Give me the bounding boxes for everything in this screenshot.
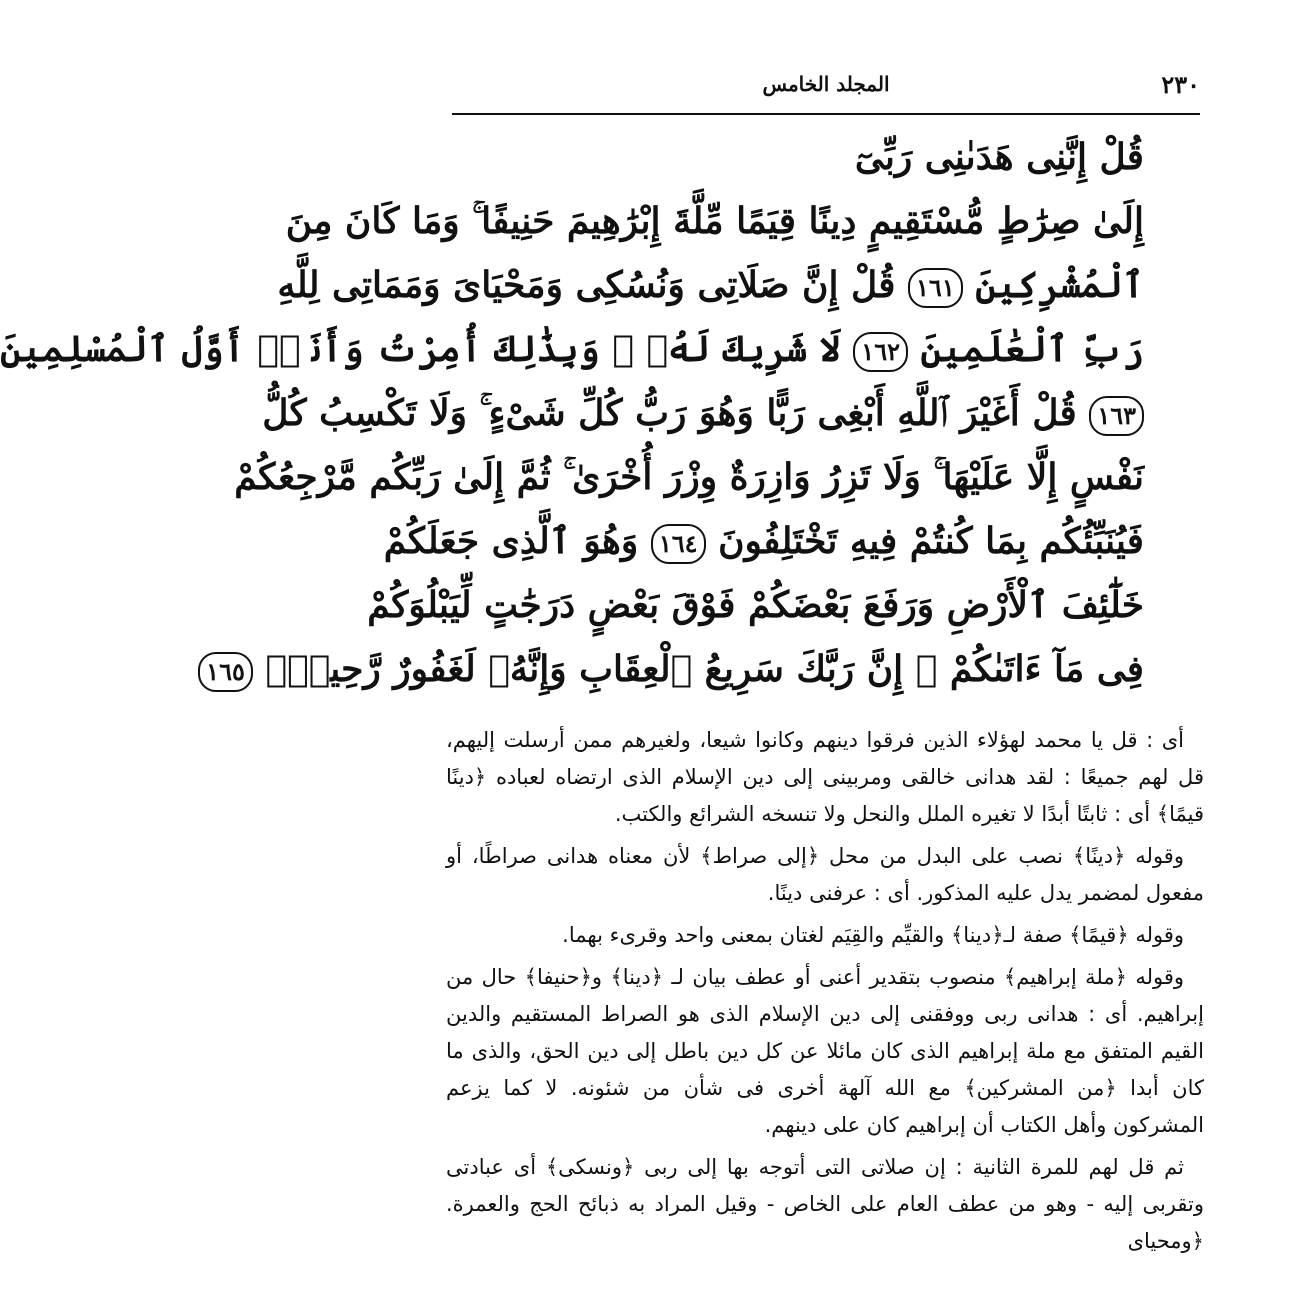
verse-line xyxy=(206,640,1144,698)
verse-line xyxy=(262,384,1144,442)
verse-text: رَبِّ ٱلْعَٰلَمِينَ xyxy=(920,328,1144,370)
quran-verse-block xyxy=(0,128,1144,708)
verse-line xyxy=(285,192,1144,250)
verse-text: إِلَىٰ صِرَٰطٍ مُّسْتَقِيمٍ دِينًا قِيَمًا مِّلَّةَ إِبْرَٰهِيمَ حَنِيفًا ۚ وَمَا كَانَ مِنَ xyxy=(285,200,1144,242)
verse-number-marker: ١٦٢ xyxy=(853,332,908,372)
verse-text: قُلْ إِنَّ صَلَاتِى وَنُسُكِى وَمَحْيَاىَ وَمَمَاتِى لِلَّهِ xyxy=(277,264,896,306)
header-rule xyxy=(452,113,1200,115)
verse-number-marker: ١٦٣ xyxy=(1089,396,1144,436)
commentary-paragraph: وقوله ﴿دينًا﴾ نصب على البدل من محل ﴿إلى صراط﴾ لأن معناه هدانى صراطًا، أو مفعول لمضمر يدل عليه المذكور. أى : عرفنى دينًا. xyxy=(446,844,1204,905)
verse-text: ٱلْمُشْرِكِينَ xyxy=(975,264,1144,306)
verse-text: وَهُوَ ٱلَّذِى جَعَلَكُمْ xyxy=(383,520,639,562)
commentary-paragraph: وقوله ﴿قيمًا﴾ صفة لـ﴿دينا﴾ والقيِّم والقِيَم لغتان بمعنى واحد وقرىء بهما. xyxy=(562,923,1184,947)
verse-text: لَا شَرِيكَ لَهُۥ ۖ وَبِذَٰلِكَ أُمِرْتُ وَأَنَا۠ أَوَّلُ ٱلْمُسْلِمِينَ xyxy=(0,328,841,370)
page-number: ٢٣٠ xyxy=(1161,70,1200,99)
verse-number-marker: ١٦٤ xyxy=(651,524,706,564)
verse-text: خَلَٰٓئِفَ ٱلْأَرْضِ وَرَفَعَ بَعْضَكُمْ فَوْقَ بَعْضٍ دَرَجَٰتٍ لِّيَبْلُوَكُمْ xyxy=(367,584,1144,626)
verse-line xyxy=(0,320,1144,378)
running-title: المجلد الخامس xyxy=(762,72,890,96)
verse-text: فِى مَآ ءَاتَىٰكُمْ ۗ إِنَّ رَبَّكَ سَرِيعُ ٱلْعِقَابِ وَإِنَّهُۥ لَغَفُورٌ رَّحِيمٌۢ xyxy=(265,648,1144,690)
verse-text: قُلْ أَغَيْرَ ٱللَّهِ أَبْغِى رَبًّا وَهُوَ رَبُّ كُلِّ شَىْءٍ ۚ وَلَا تَكْسِبُ كُلُّ xyxy=(262,392,1077,434)
page-header xyxy=(452,70,1200,104)
verse-line xyxy=(234,448,1144,506)
verse-number-marker: ١٦٥ xyxy=(198,652,253,692)
verse-line xyxy=(383,512,1144,570)
verse-text: فَيُنَبِّئُكُم بِمَا كُنتُمْ فِيهِ تَخْتَلِفُونَ xyxy=(718,520,1144,562)
verse-text: قُلْ إِنَّنِى هَدَىٰنِى رَبِّىٓ xyxy=(854,136,1144,178)
commentary-paragraph: ثم قل لهم للمرة الثانية : إن صلاتى التى أتوجه بها إلى ربى ﴿ونسكى﴾ أى عبادتى وتقربى إليه - وهو من عطف العام على الخاص - وقيل المراد به ذبائح الحج والعمرة. ﴿ومحياى xyxy=(446,1155,1204,1253)
verse-line xyxy=(277,256,1144,314)
tafsir-commentary xyxy=(446,722,1204,1267)
verse-text: نَفْسٍ إِلَّا عَلَيْهَا ۚ وَلَا تَزِرُ وَازِرَةٌ وِزْرَ أُخْرَىٰ ۚ ثُمَّ إِلَىٰ رَبِّكُم مَّرْجِعُكُمْ xyxy=(234,456,1144,498)
verse-line xyxy=(528,128,1144,186)
verse-number-marker: ١٦١ xyxy=(908,268,963,308)
commentary-paragraph: أى : قل يا محمد لهؤلاء الذين فرقوا دينهم وكانوا شيعا، ولغيرهم ممن أرسلت إليهم، قل لهم جميعًا : لقد هدانى خالقى ومربينى إلى دين الإسلام الذى ارتضاه لعباده ﴿دينًا قيمًا﴾ أى : ثابتًا أبدًا لا تغيره الملل والنحل ولا تنسخه الشرائع والكتب. xyxy=(446,728,1204,826)
commentary-paragraph: وقوله ﴿ملة إبراهيم﴾ منصوب بتقدير أعنى أو عطف بيان لـ ﴿دينا﴾ و﴿حنيفا﴾ حال من إبراهيم. أى : هدانى ربى ووفقنى إلى دين الإسلام الذى هو الصراط المستقيم والدين القيم المتفق مع ملة إبراهيم الذى كان مائلا عن كل دين باطل إلى دين الحق، والذى ما كان أبدا ﴿من المشركين﴾ مع الله آلهة أخرى فى شأن من شئونه. لا كما يزعم المشركون وأهل الكتاب أن إبراهيم كان على دينهم. xyxy=(446,965,1204,1137)
verse-line xyxy=(367,576,1144,634)
